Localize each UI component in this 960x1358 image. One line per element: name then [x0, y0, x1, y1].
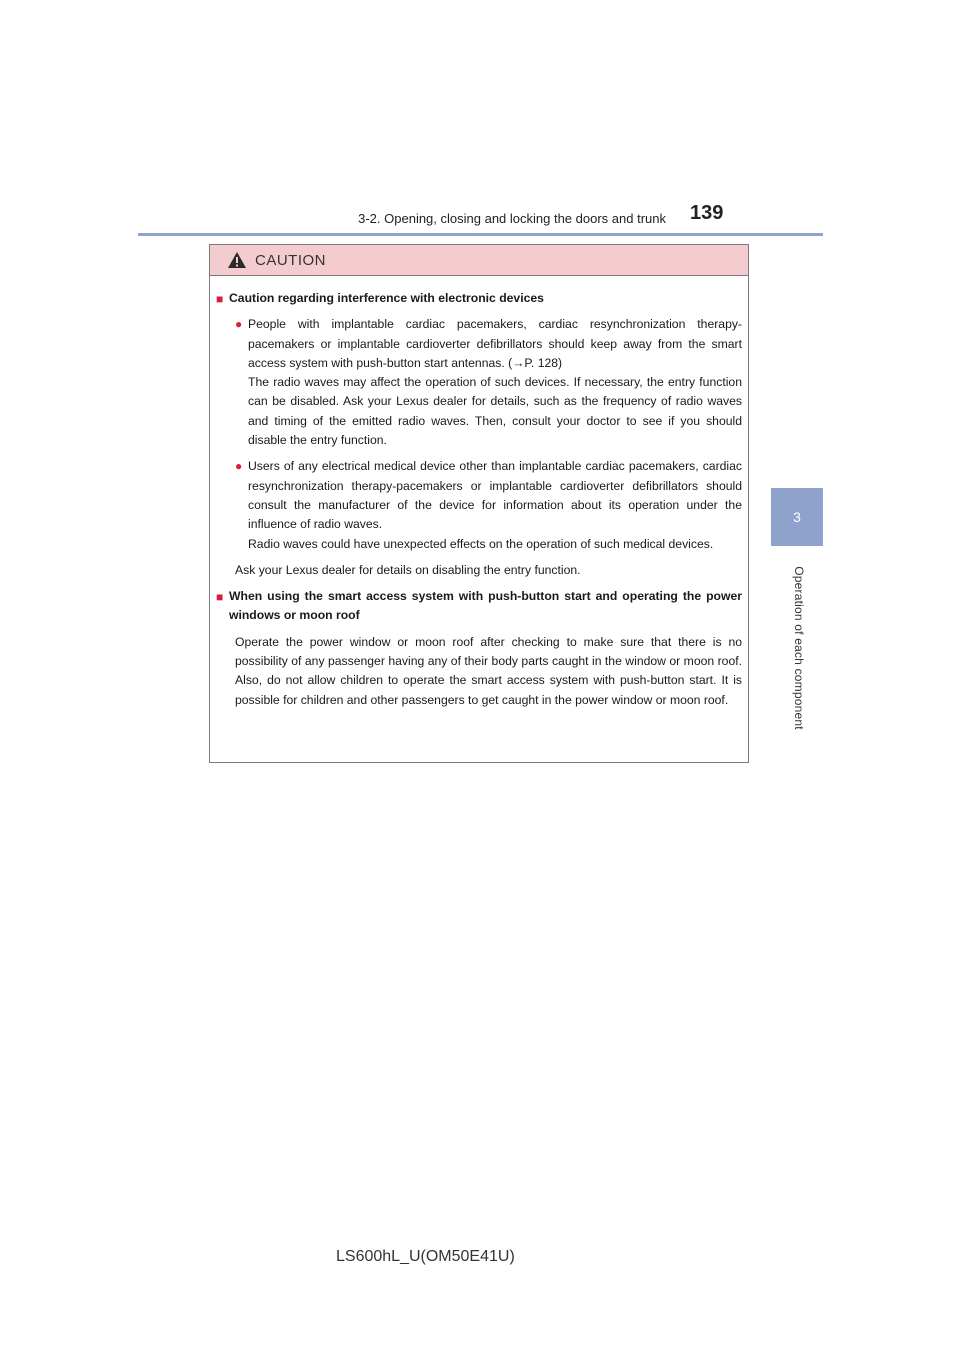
page-reference-link[interactable]: →P. 128: [512, 355, 559, 370]
warning-triangle-icon: [227, 251, 247, 269]
note-text: Ask your Lexus dealer for details on disabling the entry function.: [235, 562, 581, 577]
circle-bullet-icon: ●: [235, 317, 243, 332]
caution-header: [210, 245, 748, 276]
caution-box: [209, 244, 749, 763]
chapter-label-text: Operation of each component: [792, 566, 806, 730]
section-heading: ■ When using the smart access system with push-button start and operating the power windows or moon roof: [216, 589, 742, 623]
section-heading: ■ Caution regarding interference with electronic devices: [216, 289, 742, 308]
list-item: ● Users of any electrical medical device other than implantable cardiac pacemakers, cardiac resynchronization therapy-pacemakers or implantable cardioverter defibrillators should consult the manufacturer of the device for information about its operation under the influence of radio waves. Radio waves could have unexpected effects on the operation of such medical devices.: [235, 459, 742, 551]
list-item: ● People with implantable cardiac pacemakers, cardiac resynchronization therapy-pacemakers or implantable cardioverter defibrillators should keep away from the smart access system with push-button start antennas. (→P. 128) The radio waves may affect the operation of such devices. If necessary, the entry function can be disabled. Ask your Lexus dealer for details, such as the frequency of radio waves and timing of the emitted radio waves. Then, consult your doctor to see if you should disable the entry function.: [235, 317, 742, 448]
caution-title: CAUTION: [255, 251, 326, 269]
circle-bullet-icon: ●: [235, 459, 243, 474]
chapter-number: 3: [793, 509, 801, 525]
page-number: 139: [690, 202, 724, 224]
section-title: 3-2. Opening, closing and locking the doors and trunk: [358, 211, 666, 226]
caution-body: [210, 276, 748, 710]
chapter-tab[interactable]: [771, 488, 823, 546]
header-divider: [138, 233, 823, 236]
body-text: Operate the power window or moon roof after checking to make sure that there is no possibility of any passenger having any of their body parts caught in the window or moon roof. Also, do not allow children to operate the smart access system with push-button start. It is possible for children and other passengers to get caught in the power window or moon roof.: [235, 634, 742, 707]
model-code: LS600hL_U(OM50E41U): [336, 1248, 515, 1265]
square-bullet-icon: ■: [216, 590, 224, 605]
square-bullet-icon: ■: [216, 292, 224, 306]
